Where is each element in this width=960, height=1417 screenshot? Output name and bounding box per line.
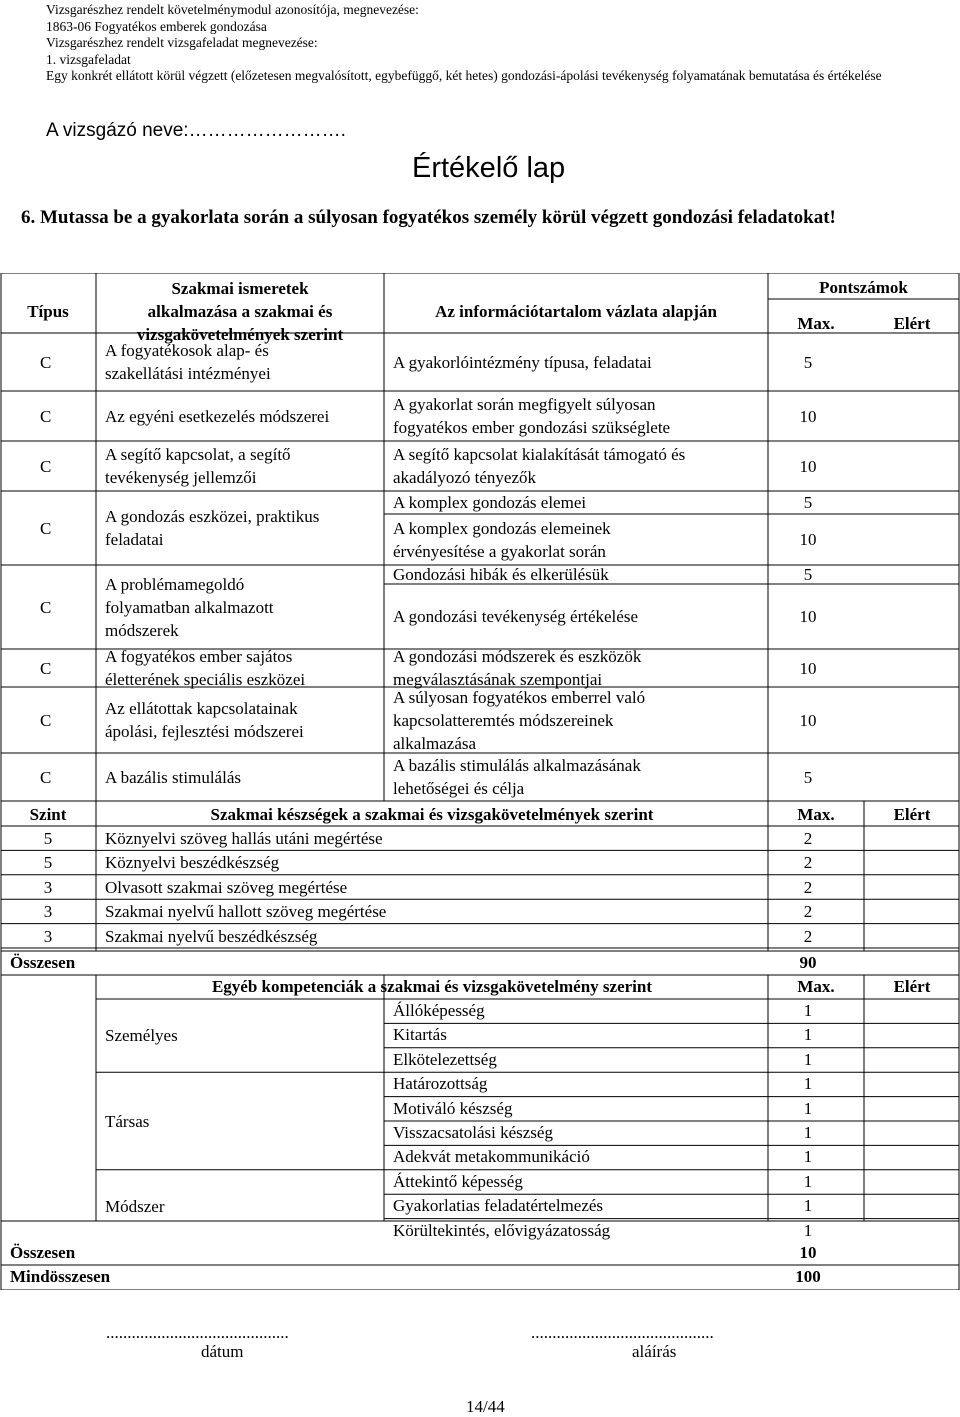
row-skill-text: Olvasott szakmai szöveg megértése (105, 877, 348, 897)
row-max: 2 (803, 926, 813, 946)
row-skill-text: Szakmai nyelvű beszédkészség (105, 926, 318, 946)
header-module-label: Vizsgarészhez rendelt követelménymodul azonosítója, megnevezése: (46, 2, 419, 17)
row-info: A komplex gondozás elemei (393, 493, 587, 512)
row-max: 10 (799, 607, 817, 626)
row-max: 10 (799, 658, 817, 678)
row-info: A gondozási tevékenység értékelése (393, 607, 638, 626)
competency-item: Határozottság (393, 1074, 488, 1094)
document-header (46, 2, 946, 85)
row-skill: tevékenység jellemzői (105, 468, 257, 487)
row-max: 5 (803, 352, 813, 372)
row-skill: A fogyatékosok alap- és (105, 341, 269, 360)
row-info: A bazális stimulálás alkalmazásának (393, 756, 641, 775)
column-header-points: Pontszámok (819, 277, 908, 297)
row-max: 5 (803, 565, 813, 584)
row-type: C (40, 456, 52, 476)
section-heading-skills: Szakmai készségek a szakmai és vizsgakövetelmények szerint (210, 805, 654, 824)
column-header-max: Max. (797, 313, 835, 333)
row-info: fogyatékos ember gondozási szükséglete (393, 418, 671, 437)
row-skill-text: Köznyelvi beszédkészség (105, 853, 280, 873)
row-skill: Az ellátottak kapcsolatainak (105, 699, 298, 718)
row-info: A gondozási módszerek és eszközök (393, 647, 642, 666)
row-skill: feladatai (105, 530, 164, 549)
competency-group: Társas (105, 1111, 150, 1131)
row-max: 2 (803, 902, 813, 922)
date-line: ........................................... (106, 1323, 289, 1342)
competency-max: 1 (803, 1220, 813, 1240)
row-max: 5 (803, 493, 813, 512)
row-max: 2 (803, 829, 813, 848)
row-skill: A segítő kapcsolat, a segítő (105, 445, 291, 464)
row-type: C (40, 658, 52, 678)
row-skill: szakellátási intézményei (105, 364, 271, 383)
row-level: 3 (43, 902, 53, 922)
row-skill: módszerek (105, 620, 179, 640)
competency-item: Motiváló készség (393, 1098, 513, 1118)
competency-item: Kitartás (393, 1025, 447, 1045)
competency-item: Gyakorlatias feladatértelmezés (393, 1196, 604, 1216)
row-max: 10 (799, 456, 817, 476)
column-header-skill: alkalmazása a szakmai és (147, 301, 333, 321)
competency-max: 1 (803, 1196, 813, 1216)
row-level: 5 (43, 829, 53, 848)
row-skill: ápolási, fejlesztési módszerei (105, 722, 304, 741)
row-skill: életterének speciális eszközei (105, 670, 306, 689)
row-info: Gondozási hibák és elkerülésük (393, 565, 609, 584)
page-number: 14/44 (466, 1397, 505, 1416)
row-skill: A fogyatékos ember sajátos (105, 647, 293, 666)
row-type: C (40, 518, 52, 538)
row-level: 3 (43, 926, 53, 946)
row-info: akadályozó tényezők (393, 468, 537, 487)
column-header-got: Elért (893, 977, 931, 996)
competency-item: Áttekintő képesség (393, 1171, 523, 1191)
row-info: megválasztásának szempontjai (393, 670, 603, 689)
competency-item: Adekvát metakommunikáció (393, 1147, 590, 1167)
row-max: 10 (799, 406, 817, 426)
row-level: 3 (43, 877, 53, 897)
section-heading-competencies: Egyéb kompetenciák a szakmai és vizsgakövetelmény szerint (211, 977, 653, 996)
row-max: 10 (799, 530, 817, 549)
total-label: Összesen (10, 953, 76, 972)
row-skill: A problémamegoldó (105, 574, 245, 594)
row-info: A súlyosan fogyatékos emberrel való (393, 687, 646, 707)
competency-group: Módszer (105, 1196, 165, 1216)
competency-item: Állóképesség (393, 1001, 485, 1020)
total-value: 90 (799, 953, 817, 972)
competency-max: 1 (803, 1171, 813, 1191)
row-info: A komplex gondozás elemeinek (393, 518, 611, 538)
row-info: lehetőségei és célja (393, 779, 525, 798)
header-task-number: 1. vizsgafeladat (46, 51, 131, 67)
row-skill-text: Szakmai nyelvű hallott szöveg megértése (105, 902, 387, 922)
competency-max: 1 (803, 1098, 813, 1118)
competency-max: 1 (803, 1123, 813, 1142)
header-task-label: Vizsgarészhez rendelt vizsgafeladat megnevezése: (46, 35, 318, 51)
page-title: Értékelő lap (412, 152, 566, 184)
row-skill: A gondozás eszközei, praktikus (105, 507, 320, 526)
row-max: 10 (799, 710, 817, 730)
row-max: 5 (803, 767, 813, 787)
column-header-max: Max. (797, 977, 835, 996)
column-header-info: Az információtartalom vázlata alapján (435, 301, 717, 321)
row-info: érvényesítése a gyakorlat során (393, 541, 606, 561)
row-type: C (40, 352, 52, 372)
competency-max: 1 (803, 1147, 813, 1167)
competency-max: 1 (803, 1074, 813, 1094)
competency-item: Körültekintés, elővigyázatosság (393, 1220, 611, 1240)
evaluation-table (0, 273, 960, 1290)
signature-line: ........................................... (531, 1323, 714, 1342)
row-skill-text: Köznyelvi szöveg hallás utáni megértése (105, 829, 383, 848)
row-type: C (40, 710, 52, 730)
competency-max: 1 (803, 1025, 813, 1045)
competency-item: Elkötelezettség (393, 1049, 497, 1069)
competency-max: 1 (803, 1001, 813, 1020)
row-type: C (40, 767, 52, 787)
row-type: C (40, 406, 52, 426)
column-header-skill: Szakmai ismeretek (171, 278, 309, 298)
row-skill: Az egyéni esetkezelés módszerei (105, 406, 330, 426)
competency-item: Visszacsatolási készség (393, 1123, 553, 1142)
header-task-name: Egy konkrét ellátott körül végzett (előzetesen megvalósított, egybefüggő, két hetes) gondozási-ápolási tevékenység folyamatának bemutatása és értékelése (46, 68, 882, 84)
grand-total-value: 100 (795, 1267, 821, 1286)
total-value: 10 (799, 1243, 817, 1262)
column-header-max: Max. (797, 805, 835, 824)
row-info: A gyakorlat során megfigyelt súlyosan (393, 395, 656, 414)
column-header-skill: vizsgakövetelmények szerint (136, 324, 344, 344)
row-max: 2 (803, 853, 813, 873)
grand-total-label: Mindösszesen (10, 1267, 111, 1286)
row-info: kapcsolatteremtés módszereinek (393, 710, 614, 730)
competency-max: 1 (803, 1049, 813, 1069)
column-header-got: Elért (893, 313, 931, 333)
row-skill: folyamatban alkalmazott (105, 597, 274, 617)
row-info: alkalmazása (393, 733, 477, 753)
column-header-got: Elért (893, 805, 931, 824)
row-info: A gyakorlóintézmény típusa, feladatai (393, 352, 652, 372)
header-module-name: 1863-06 Fogyatékos emberek gondozása (46, 18, 267, 34)
row-skill: A bazális stimulálás (105, 767, 241, 787)
column-header-type: Típus (27, 301, 69, 321)
row-max: 2 (803, 877, 813, 897)
row-type: C (40, 597, 52, 617)
row-info: A segítő kapcsolat kialakítását támogató és (393, 445, 686, 464)
competency-group: Személyes (105, 1026, 178, 1046)
candidate-name-field: A vizsgázó neve:……………………. (46, 120, 346, 141)
task-statement: 6. Mutassa be a gyakorlata során a súlyosan fogyatékos személy körül végzett gondozási feladatokat! (21, 207, 836, 228)
signature-label: aláírás (632, 1342, 677, 1361)
total-label: Összesen (10, 1243, 76, 1262)
date-label: dátum (201, 1342, 244, 1361)
row-level: 5 (43, 853, 53, 873)
column-header-level: Szint (29, 805, 67, 824)
